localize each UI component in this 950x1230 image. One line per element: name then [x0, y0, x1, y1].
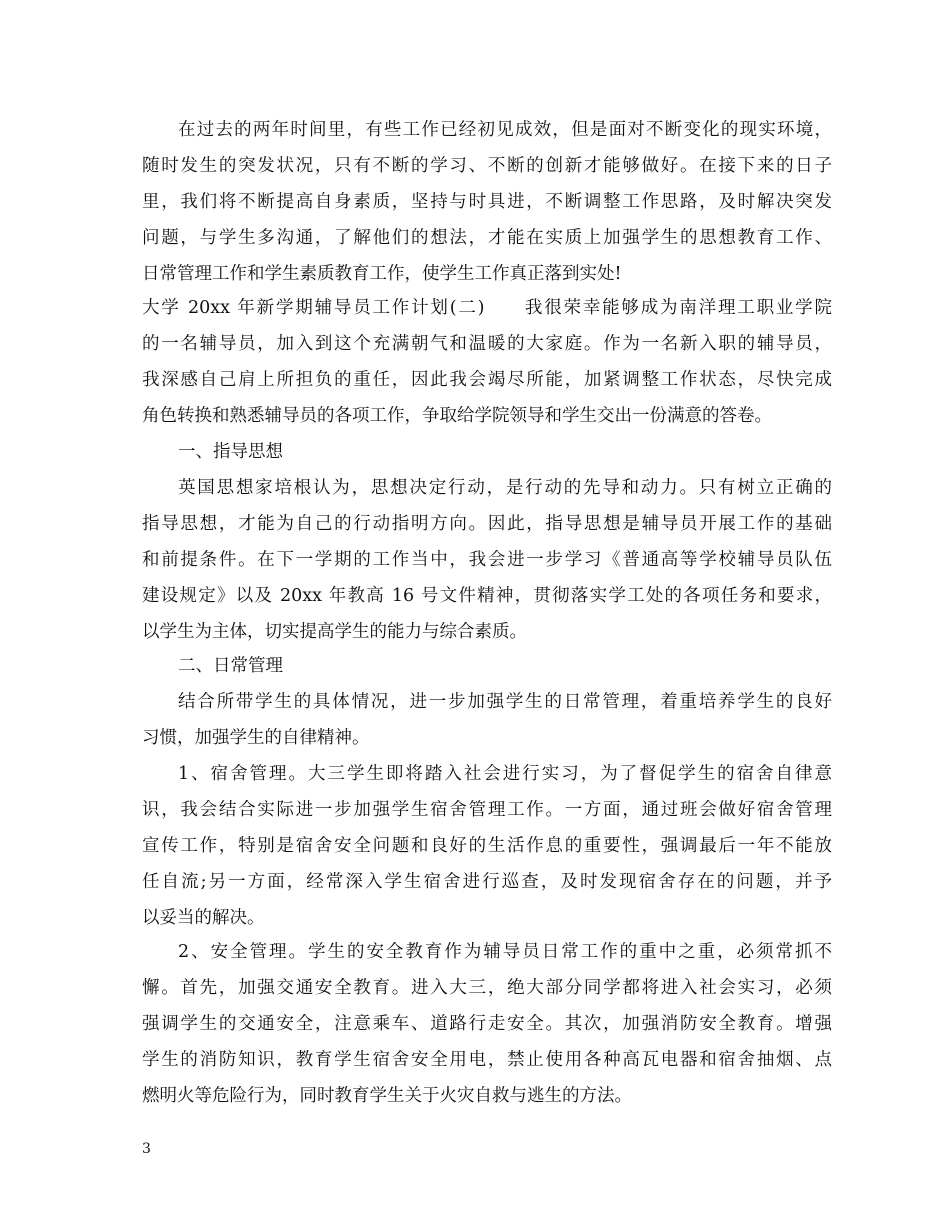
paragraph-line: 英国思想家培根认为，思想决定行动，是行动的先导和动力。只有树立正确的 — [178, 478, 832, 498]
paragraph-line: 习惯，加强学生的自律精神。 — [142, 728, 370, 748]
paragraph-line: 日常管理工作和学生素质教育工作，使学生工作真正落到实处! — [142, 264, 622, 284]
paragraph-line: 识，我会结合实际进一步加强学生宿舍管理工作。一方面，通过班会做好宿舍管理 — [142, 800, 832, 820]
page-number: 3 — [142, 1141, 151, 1157]
paragraph-line: 的一名辅导员，加入到这个充满朝气和温暖的大家庭。作为一名新入职的辅导员， — [142, 334, 832, 354]
paragraph-line: 里，我们将不断提高自身素质，坚持与时具进，不断调整工作思路，及时解决突发 — [142, 192, 832, 212]
paragraph-line: 指导思想，才能为自己的行动指明方向。因此，指导思想是辅导员开展工作的基础 — [142, 514, 832, 534]
paragraph-line: 问题，与学生多沟通，了解他们的想法，才能在实质上加强学生的思想教育工作、 — [142, 228, 832, 248]
paragraph-line: 角色转换和熟悉辅导员的各项工作，争取给学院领导和学生交出一份满意的答卷。 — [142, 406, 772, 426]
paragraph-line: 我深感自己肩上所担负的重任，因此我会竭尽所能，加紧调整工作状态，尽快完成 — [142, 370, 832, 390]
paragraph-line: 以妥当的解决。 — [142, 908, 265, 928]
heading-guiding-thought: 一、指导思想 — [178, 442, 283, 462]
paragraph-line: 懈。首先，加强交通安全教育。进入大三，绝大部分同学都将进入社会实习，必须 — [142, 978, 832, 998]
paragraph-line: 建设规定》以及 20xx 年教高 16 号文件精神，贯彻落实学工处的各项任务和要求， — [142, 586, 832, 606]
paragraph-line: 燃明火等危险行为，同时教育学生关于火灾自救与逃生的方法。 — [142, 1086, 632, 1106]
paragraph-line: 宣传工作，特别是宿舍安全问题和良好的生活作息的重要性，强调最后一年不能放 — [142, 836, 832, 856]
paragraph-line: 以学生为主体，切实提高学生的能力与综合素质。 — [142, 622, 527, 642]
section-title-line: 大学 20xx 年新学期辅导员工作计划(二) 我很荣幸能够成为南洋理工职业学院 — [142, 298, 832, 318]
paragraph-line: 强调学生的交通安全，注意乘车、道路行走安全。其次，加强消防安全教育。增强 — [142, 1014, 832, 1034]
paragraph-line: 2、安全管理。学生的安全教育作为辅导员日常工作的重中之重，必须常抓不 — [178, 942, 832, 962]
paragraph-line: 学生的消防知识，教育学生宿舍安全用电，禁止使用各种高瓦电器和宿舍抽烟、点 — [142, 1050, 832, 1070]
paragraph-line: 和前提条件。在下一学期的工作当中，我会进一步学习《普通高等学校辅导员队伍 — [142, 550, 832, 570]
heading-daily-management: 二、日常管理 — [178, 656, 283, 676]
paragraph-line: 任自流;另一方面，经常深入学生宿舍进行巡查，及时发现宿舍存在的问题，并予 — [142, 872, 832, 892]
paragraph-line: 结合所带学生的具体情况，进一步加强学生的日常管理，着重培养学生的良好 — [178, 692, 832, 712]
paragraph-line: 在过去的两年时间里，有些工作已经初见成效，但是面对不断变化的现实环境， — [178, 120, 832, 140]
paragraph-line: 随时发生的突发状况，只有不断的学习、不断的创新才能够做好。在接下来的日子 — [142, 156, 832, 176]
paragraph-line: 1、宿舍管理。大三学生即将踏入社会进行实习，为了督促学生的宿舍自律意 — [178, 764, 832, 784]
